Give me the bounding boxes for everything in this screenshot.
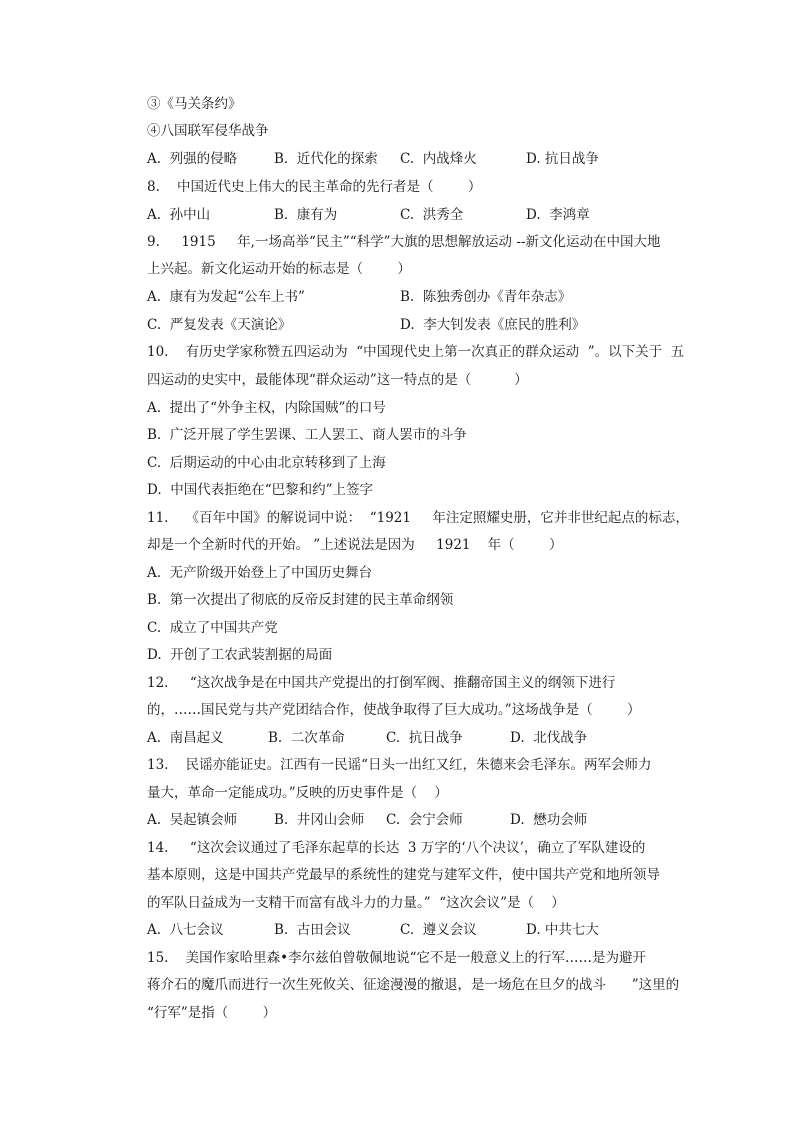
q10-option-c: C. 后期运动的中心由北京转移到了上海 xyxy=(147,455,386,471)
q11-stem-line2: 却是一个全新时代的开始。 ”上述说法是因为 1921 年（ ） xyxy=(147,537,563,553)
q11-stem-line1: 11. 《百年中国》的解说词中说： “1921 年注定照耀史册，它并非世纪起点的标志， xyxy=(147,510,689,526)
q14-stem-line1: 14. “这次会议通过了毛泽东起草的长达 3 万字的‘八个决议’，确立了军队建设的 xyxy=(147,840,646,856)
q13-option-c: C. 会宁会师 xyxy=(386,812,463,828)
q13-option-b: B. 井冈山会师 xyxy=(274,812,365,828)
q7-option-a: A. 列强的侵略 xyxy=(147,151,238,167)
q9-option-a: A. 康有为发起“公车上书” xyxy=(147,289,305,305)
q10-stem-line1: 10. 有历史学家称赞五四运动为 “中国现代史上第一次真正的群众运动 ”。以下关于 五 xyxy=(147,344,685,360)
q13-stem-line2: 量大，革命一定能成功。”反映的历史事件是（ ） xyxy=(147,785,448,801)
q15-stem-line2: 蒋介石的魔爪而进行一次生死攸关、征途漫漫的撤退，是一场危在旦夕的战斗 ”这里的 xyxy=(147,977,680,993)
q8-stem: 8. 中国近代史上伟大的民主革命的先行者是（ ） xyxy=(147,179,482,195)
q7-option-d: D. 抗日战争 xyxy=(526,151,599,167)
q9-stem-line1: 9. 1915 年,一场高举“民主”“科学”大旗的思想解放运动 --新文化运动在中国大地 xyxy=(147,234,661,250)
q15-stem-line3: “行军”是指（ ） xyxy=(147,1005,277,1021)
q12-option-a: A. 南昌起义 xyxy=(147,730,224,746)
q7-option-b: B. 近代化的探索 xyxy=(274,151,378,167)
q14-option-c: C. 遵义会议 xyxy=(400,922,477,938)
q12-stem-line1: 12. “这次战争是在中国共产党提出的打倒军阀、推翻帝国主义的纲领下进行 xyxy=(147,675,616,691)
q14-stem-line3: 的军队日益成为一支精干而富有战斗力的力量。” “这次会议”是（ ） xyxy=(147,895,565,911)
q15-stem-line1: 15. 美国作家哈里森•李尔兹伯曾敬佩地说“它不是一般意义上的行军……是为避开 xyxy=(147,950,646,966)
q11-option-a: A. 无产阶级开始登上了中国历史舞台 xyxy=(147,565,373,581)
list-item-treaty: ③《马关条约》 xyxy=(147,96,242,112)
q10-option-b: B. 广泛开展了学生罢课、工人罢工、商人罢市的斗争 xyxy=(147,427,467,443)
q8-option-c: C. 洪秀全 xyxy=(400,207,464,223)
q9-option-d: D. 李大钊发表《庶民的胜利》 xyxy=(400,317,586,333)
q13-option-d: D. 懋功会师 xyxy=(510,812,588,828)
q12-option-b: B. 二次革命 xyxy=(268,730,345,746)
q8-option-b: B. 康有为 xyxy=(274,207,338,223)
q12-option-c: C. 抗日战争 xyxy=(386,730,463,746)
q14-option-a: A. 八七会议 xyxy=(147,922,224,938)
q10-option-d: D. 中国代表拒绝在“巴黎和约”上签字 xyxy=(147,482,374,498)
q11-option-b: B. 第一次提出了彻底的反帝反封建的民主革命纲领 xyxy=(147,592,454,608)
q14-option-d: D. 中共七大 xyxy=(526,922,599,938)
q7-option-c: C. 内战烽火 xyxy=(400,151,477,167)
q11-option-c: C. 成立了中国共产党 xyxy=(147,620,278,636)
list-item-eight-nation: ④八国联军侵华战争 xyxy=(147,123,269,139)
q12-option-d: D. 北伐战争 xyxy=(510,730,588,746)
q8-option-a: A. 孙中山 xyxy=(147,207,211,223)
q14-option-b: B. 古田会议 xyxy=(274,922,351,938)
q10-stem-line2: 四运动的史实中，最能体现“群众运动”这一特点的是（ ） xyxy=(147,372,528,388)
q12-stem-line2: 的，……国民党与共产党团结合作，使战争取得了巨大成功。”这场战争是（ ） xyxy=(147,702,641,718)
q13-stem-line1: 13. 民谣亦能证史。江西有一民谣“日头一出红又红，朱德来会毛泽东。两军会师力 xyxy=(147,757,652,773)
q10-option-a: A. 提出了“外争主权，内除国贼”的口号 xyxy=(147,400,386,416)
q8-option-d: D. 李鸿章 xyxy=(526,207,590,223)
q9-stem-line2: 上兴起。新文化运动开始的标志是（ ） xyxy=(147,261,411,277)
q9-option-c: C. 严复发表《天演论》 xyxy=(147,317,292,333)
q9-option-b: B. 陈独秀创办《青年杂志》 xyxy=(400,289,572,305)
q14-stem-line2: 基本原则，这是中国共产党最早的系统性的建党与建军文件，使中国共产党和地所领导 xyxy=(147,867,660,883)
q11-option-d: D. 开创了工农武装割据的局面 xyxy=(147,647,333,663)
q13-option-a: A. 吴起镇会师 xyxy=(147,812,238,828)
